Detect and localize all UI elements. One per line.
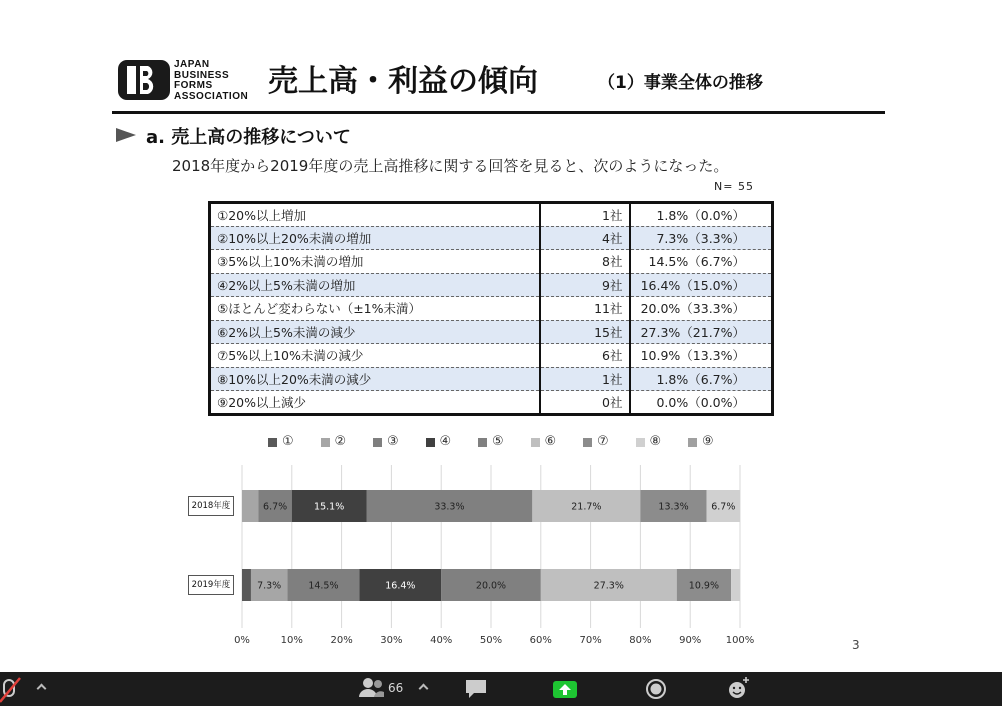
share-screen-icon [552,672,578,706]
emoji-reaction-icon [726,672,752,706]
legend-label: ⑨ [702,434,714,449]
row-percentage: 16.4%（15.0%） [630,273,773,297]
sample-size: N= 55 [714,180,754,193]
row-count: 1社 [540,203,630,227]
bar-data-label: 20.0% [475,580,507,592]
bar-data-label: 7.3% [257,580,282,592]
row-percentage: 14.5%（6.7%） [630,250,773,274]
bar-data-label: 13.3% [658,501,689,513]
bar-data-label: 14.5% [308,580,339,592]
row-percentage: 1.8%（0.0%） [630,203,773,227]
section-heading: a. 売上高の推移について [146,127,351,148]
row-percentage: 0.0%（0.0%） [656,394,745,410]
share-screen-button[interactable] [552,672,578,706]
row-count: 9社 [540,273,630,297]
mute-button[interactable] [0,672,28,706]
row-percentage: 20.0%（33.3%） [630,297,773,321]
intro-text: 2018年度から2019年度の売上高推移に関する回答を見ると、次のようになった。 [172,157,729,175]
bar-data-label: 10.9% [688,580,719,592]
x-tick-label: 0% [234,635,250,646]
bar-segment [731,569,740,601]
row-label: ④2%以上5%未満の増加 [210,273,540,297]
logo-line: FORMS [174,80,213,91]
row-label: ⑦5%以上10%未満の減少 [210,344,540,368]
x-tick-label: 70% [579,635,602,646]
bar-data-label: 16.4% [385,580,416,592]
row-percentage: 1.8%（6.7%） [630,367,773,391]
row-label: ②10%以上20%未満の増加 [210,226,540,250]
row-label: ③5%以上10%未満の増加 [210,250,540,274]
row-label: ⑥2%以上5%未満の減少 [210,320,540,344]
legend-label: ⑤ [492,434,504,449]
row-count: 11社 [540,297,630,321]
row-count: 4社 [540,226,630,250]
meeting-toolbar [0,672,1002,706]
x-tick-label: 90% [679,635,702,646]
row-count: 6社 [540,344,630,368]
muted-microphone-icon [0,672,28,706]
bar-segment [242,490,258,522]
chat-icon [464,672,490,706]
x-tick-label: 60% [529,635,552,646]
x-tick-label: 80% [629,635,652,646]
row-label: ①20%以上増加 [210,203,540,227]
logo-line: JAPAN [174,59,210,70]
page-subtitle: （1）事業全体の推移 [598,73,763,93]
x-tick-label: 100% [725,635,755,646]
row-label: ⑧10%以上20%未満の減少 [210,367,540,391]
chat-button[interactable] [464,672,490,706]
logo-line: BUSINESS [174,69,230,81]
row-count: 15社 [540,320,630,344]
participants-options-chevron-icon[interactable] [419,684,429,694]
row-label: ⑨20%以上減少 [210,391,540,415]
legend-label: ⑦ [597,434,609,449]
x-tick-label: 20% [330,635,353,646]
category-label-2019: 2019年度 [188,575,234,595]
row-count: 1社 [540,367,630,391]
legend-label: ② [334,434,347,449]
logo-line: ASSOCIATION [174,90,249,102]
legend-label: ④ [439,434,452,449]
record-button[interactable] [644,672,668,706]
audio-options-chevron-icon[interactable] [37,684,47,694]
bar-data-label: 15.1% [314,501,345,513]
participants-count: 66 [388,681,404,695]
bar-data-label: 33.3% [434,501,465,513]
bar-data-label: 21.7% [571,501,602,513]
row-percentage: 7.3%（3.3%） [630,226,773,250]
participants-button[interactable] [356,672,386,706]
bar-data-label: 27.3% [593,580,624,592]
legend-label: ⑥ [544,434,557,449]
bar-data-label: 6.7% [711,501,736,513]
row-label: ⑤ほとんど変わらない（±1%未満） [210,297,540,321]
reactions-button[interactable] [726,672,752,706]
category-label-2018: 2018年度 [188,496,234,516]
x-tick-label: 50% [479,635,503,646]
row-count: 8社 [540,250,630,274]
x-tick-label: 30% [380,635,403,646]
page-title: 売上高・利益の傾向 [268,64,538,99]
legend-label: ③ [387,434,399,449]
row-percentage: 27.3%（21.7%） [630,320,773,344]
legend-label: ① [282,434,294,449]
row-count: 0社 [540,391,630,415]
bar-segment [242,569,251,601]
x-tick-label: 10% [280,635,303,646]
participants-icon [356,672,386,706]
bar-data-label: 6.7% [263,501,288,513]
record-icon [644,672,668,706]
page-number: 3 [852,638,860,652]
row-percentage: 10.9%（13.3%） [630,344,773,368]
legend-label: ⑧ [649,434,662,449]
x-tick-label: 40% [430,635,453,646]
